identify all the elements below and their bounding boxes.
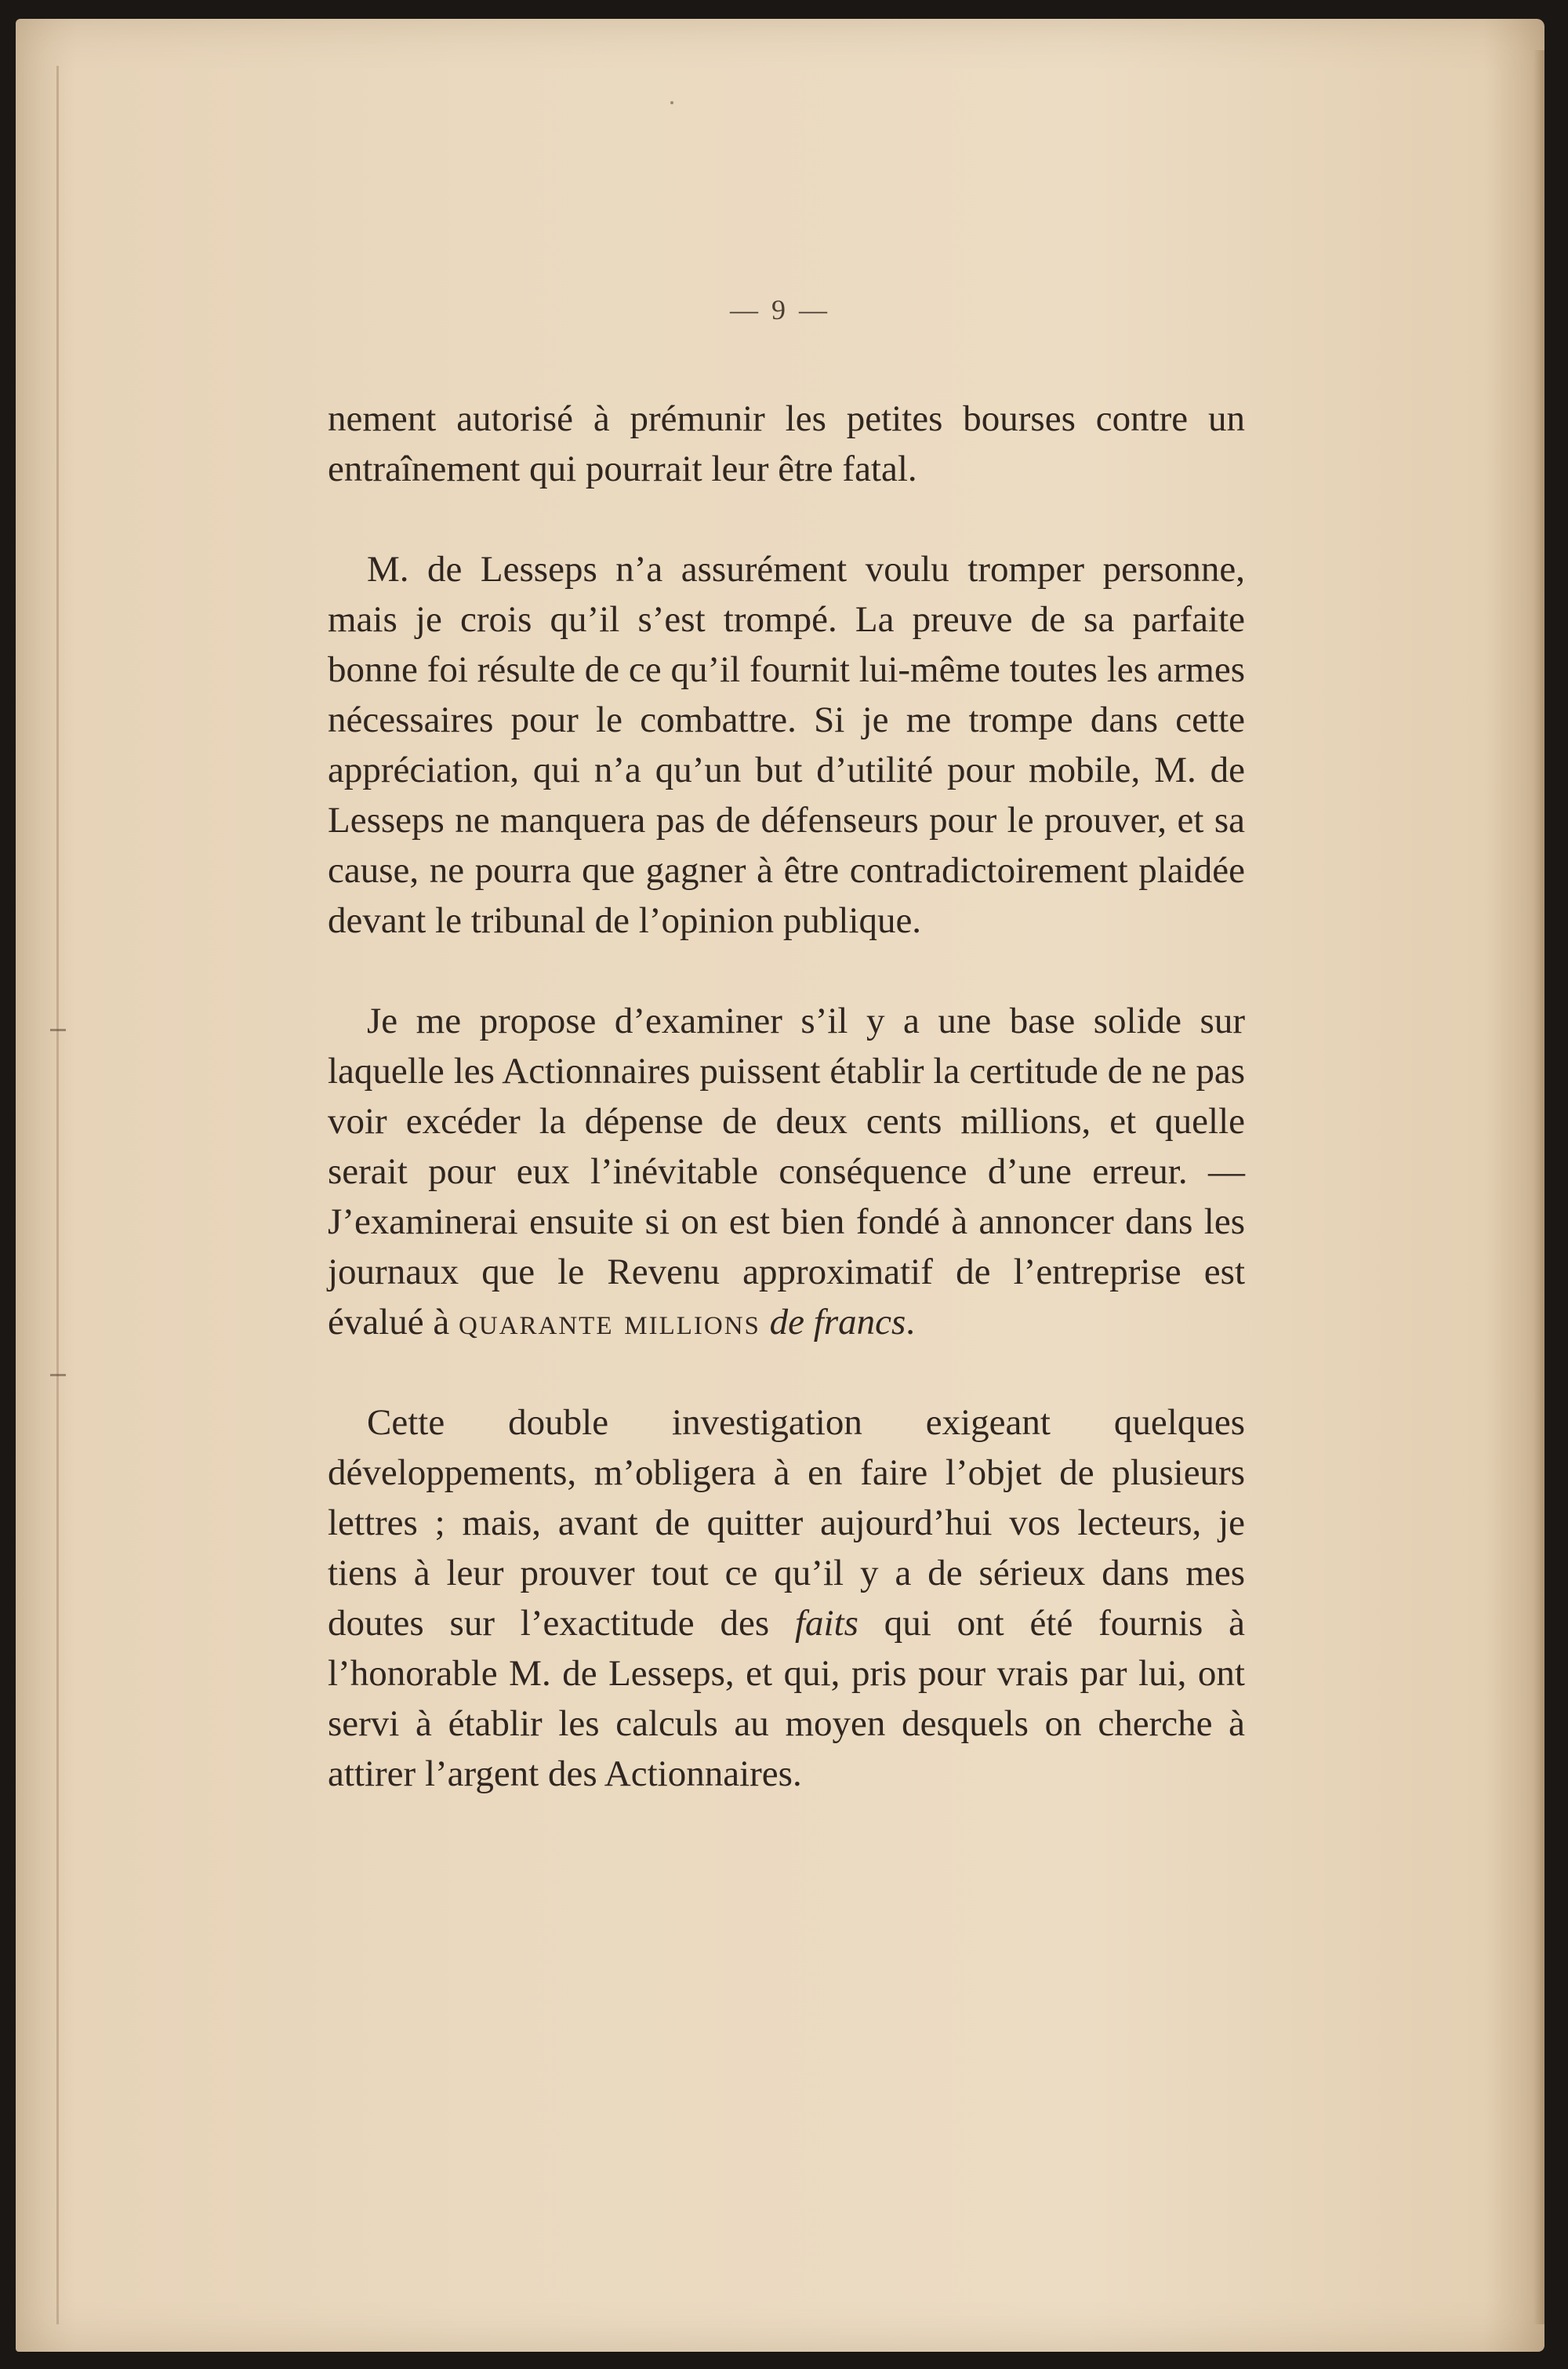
margin-tick-mark: [50, 1029, 66, 1031]
spine-line: [56, 66, 59, 2324]
page-number: — 9 —: [730, 294, 830, 325]
paragraph-3-text: Je me propose d’examiner s’il y a une base solide sur laquelle les Actionnaires puissent établir la certitude de ne pas voir excéder la dépense de deux cents millions, et quelle serait pour eux l’inévitable conséquence d’une erreur. — J’examinerai ensuite si on est bien fondé à annoncer dans les journaux que le Revenu approximatif de l’entreprise est évalué à: [328, 1001, 1245, 1343]
paragraph-4-text: Cette double investigation exigeant quelques développements, m’obligera à en faire l’objet de plusieurs lettres ; mais, avant de quitter aujourd’hui vos lecteurs, je tiens à leur prouver tout ce qu’il y a de sérieux dans mes doutes sur l’exactitude des: [328, 1402, 1245, 1644]
body-text: [328, 394, 1245, 1799]
paragraph-3-smallcaps: quarante millions: [459, 1302, 760, 1343]
paragraph-3-italic: de francs: [769, 1302, 906, 1343]
paragraph-4-end: qui ont été fournis à l’honorable M. de Lesseps, et qui, pris pour vrais par lui, ont servi à établir les calculs au moyen desquels on cherche à attirer l’argent des Actionnaires.: [328, 1603, 1245, 1794]
paragraph-3-end: .: [906, 1302, 916, 1343]
paragraph-3: [328, 996, 1245, 1347]
page-edge-shadow: [1534, 50, 1544, 2324]
page-speck: [670, 101, 673, 104]
paragraph-2: M. de Lesseps n’a assurément voulu tromper personne, mais je crois qu’il s’est trompé. La preuve de sa parfaite bonne foi résulte de ce qu’il fournit lui-même toutes les armes nécessaires pour le combattre. Si je me trompe dans cette appréciation, qui n’a qu’un but d’utilité pour mobile, M. de Lesseps ne manquera pas de défenseurs pour le prouver, et sa cause, ne pourra que gagner à être contradictoirement plaidée devant le tribunal de l’opinion publique.: [328, 549, 1245, 941]
book-page: [16, 19, 1544, 2352]
paragraph-4-italic: faits: [794, 1603, 858, 1644]
paragraph-4: [328, 1397, 1245, 1799]
margin-tick-mark: [50, 1374, 66, 1376]
paragraph-1: nement autorisé à prémunir les petites bourses contre un entraînement qui pourrait leur être fatal.: [328, 398, 1245, 489]
